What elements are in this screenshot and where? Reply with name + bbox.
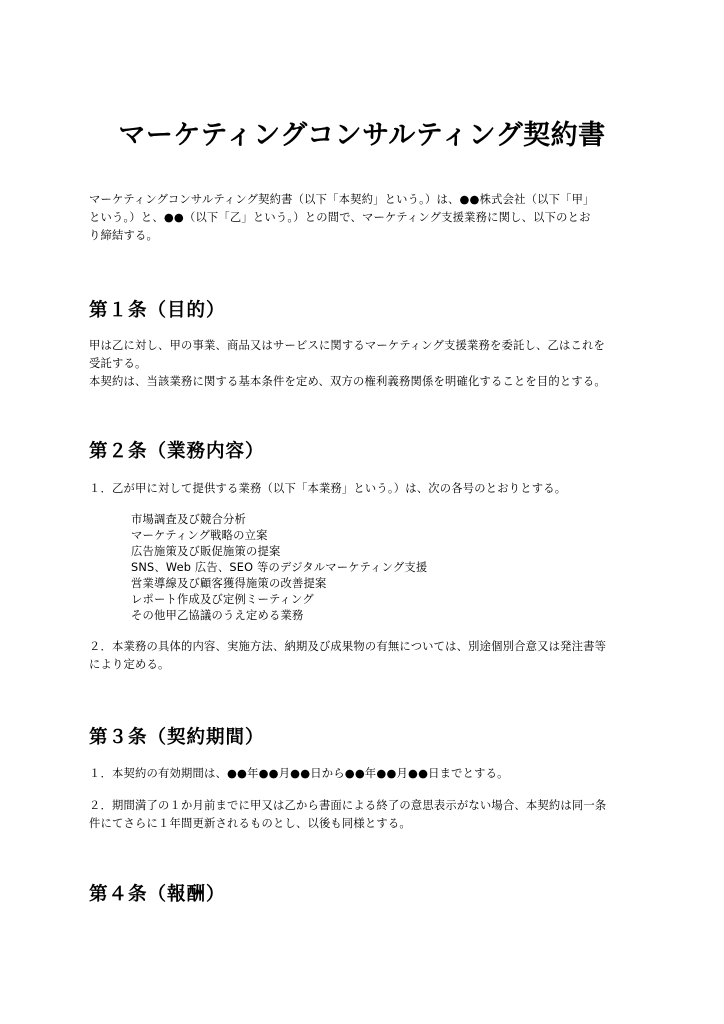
list-item: SNS、Web 広告、SEO 等のデジタルマーケティング支援 (131, 561, 428, 574)
list-item: 営業導線及び顧客獲得施策の改善提案 (131, 577, 327, 590)
article-2-clause-2 (89, 638, 639, 674)
article-1-line: 甲は乙に対し、甲の事業、商品又はサービスに関するマーケティング支援業務を委託し、乙はこれを (89, 339, 606, 352)
article-3-clause-1: １．本契約の有効期間は、●●年●●月●●日から●●年●●月●●日までとする。 (89, 767, 509, 780)
list-item: 広告施策及び販促施策の提案 (131, 545, 281, 558)
article-2-heading: 第２条（業務内容） (89, 441, 265, 462)
article-4-heading: 第４条（報酬） (89, 884, 226, 905)
list-item: レポート作成及び定例ミーティング (131, 593, 314, 606)
article-2-clause-2-line: ２．本業務の具体的内容、実施方法、納期及び成果物の有無については、別途個別合意又は発注書等 (89, 640, 607, 653)
article-1-line: 本契約は、当該業務に関する基本条件を定め、双方の権利義務関係を明確化することを目的とする。 (89, 375, 606, 388)
article-3-heading: 第３条（契約期間） (89, 727, 265, 748)
preamble-line: という。）と、●●（以下「乙」という。）との間で、マーケティング支援業務に関し、以下のとお (89, 211, 591, 224)
list-item: その他甲乙協議のうえ定める業務 (131, 609, 304, 622)
article-1-body (89, 337, 639, 391)
list-item: マーケティング戦略の立案 (131, 529, 268, 542)
article-1-line: 受託する。 (89, 357, 147, 370)
preamble-line: り締結する。 (89, 229, 158, 242)
article-2-clause-1: １．乙が甲に対して提供する業務（以下「本業務」という。）は、次の各号のとおりとする。 (89, 482, 567, 495)
article-3-clause-2-line: ２．期間満了の１か月前までに甲又は乙から書面による終了の意思表示がない場合、本契約は同一条 (89, 799, 607, 812)
list-item: 市場調査及び競合分析 (131, 513, 246, 526)
preamble-paragraph (89, 191, 639, 245)
business-items-list (131, 512, 611, 624)
article-3-clause-2 (89, 797, 639, 833)
document-title: マーケティングコンサルティング契約書 (118, 120, 606, 151)
article-2-clause-2-line: により定める。 (89, 658, 170, 671)
article-1-heading: 第１条（目的） (89, 300, 226, 321)
article-3-clause-2-line: 件にてさらに１年間更新されるものとし、以後も同様とする。 (89, 817, 411, 830)
preamble-line: マーケティングコンサルティング契約書（以下「本契約」という。）は、●●株式会社（以下「甲」 (89, 193, 595, 206)
